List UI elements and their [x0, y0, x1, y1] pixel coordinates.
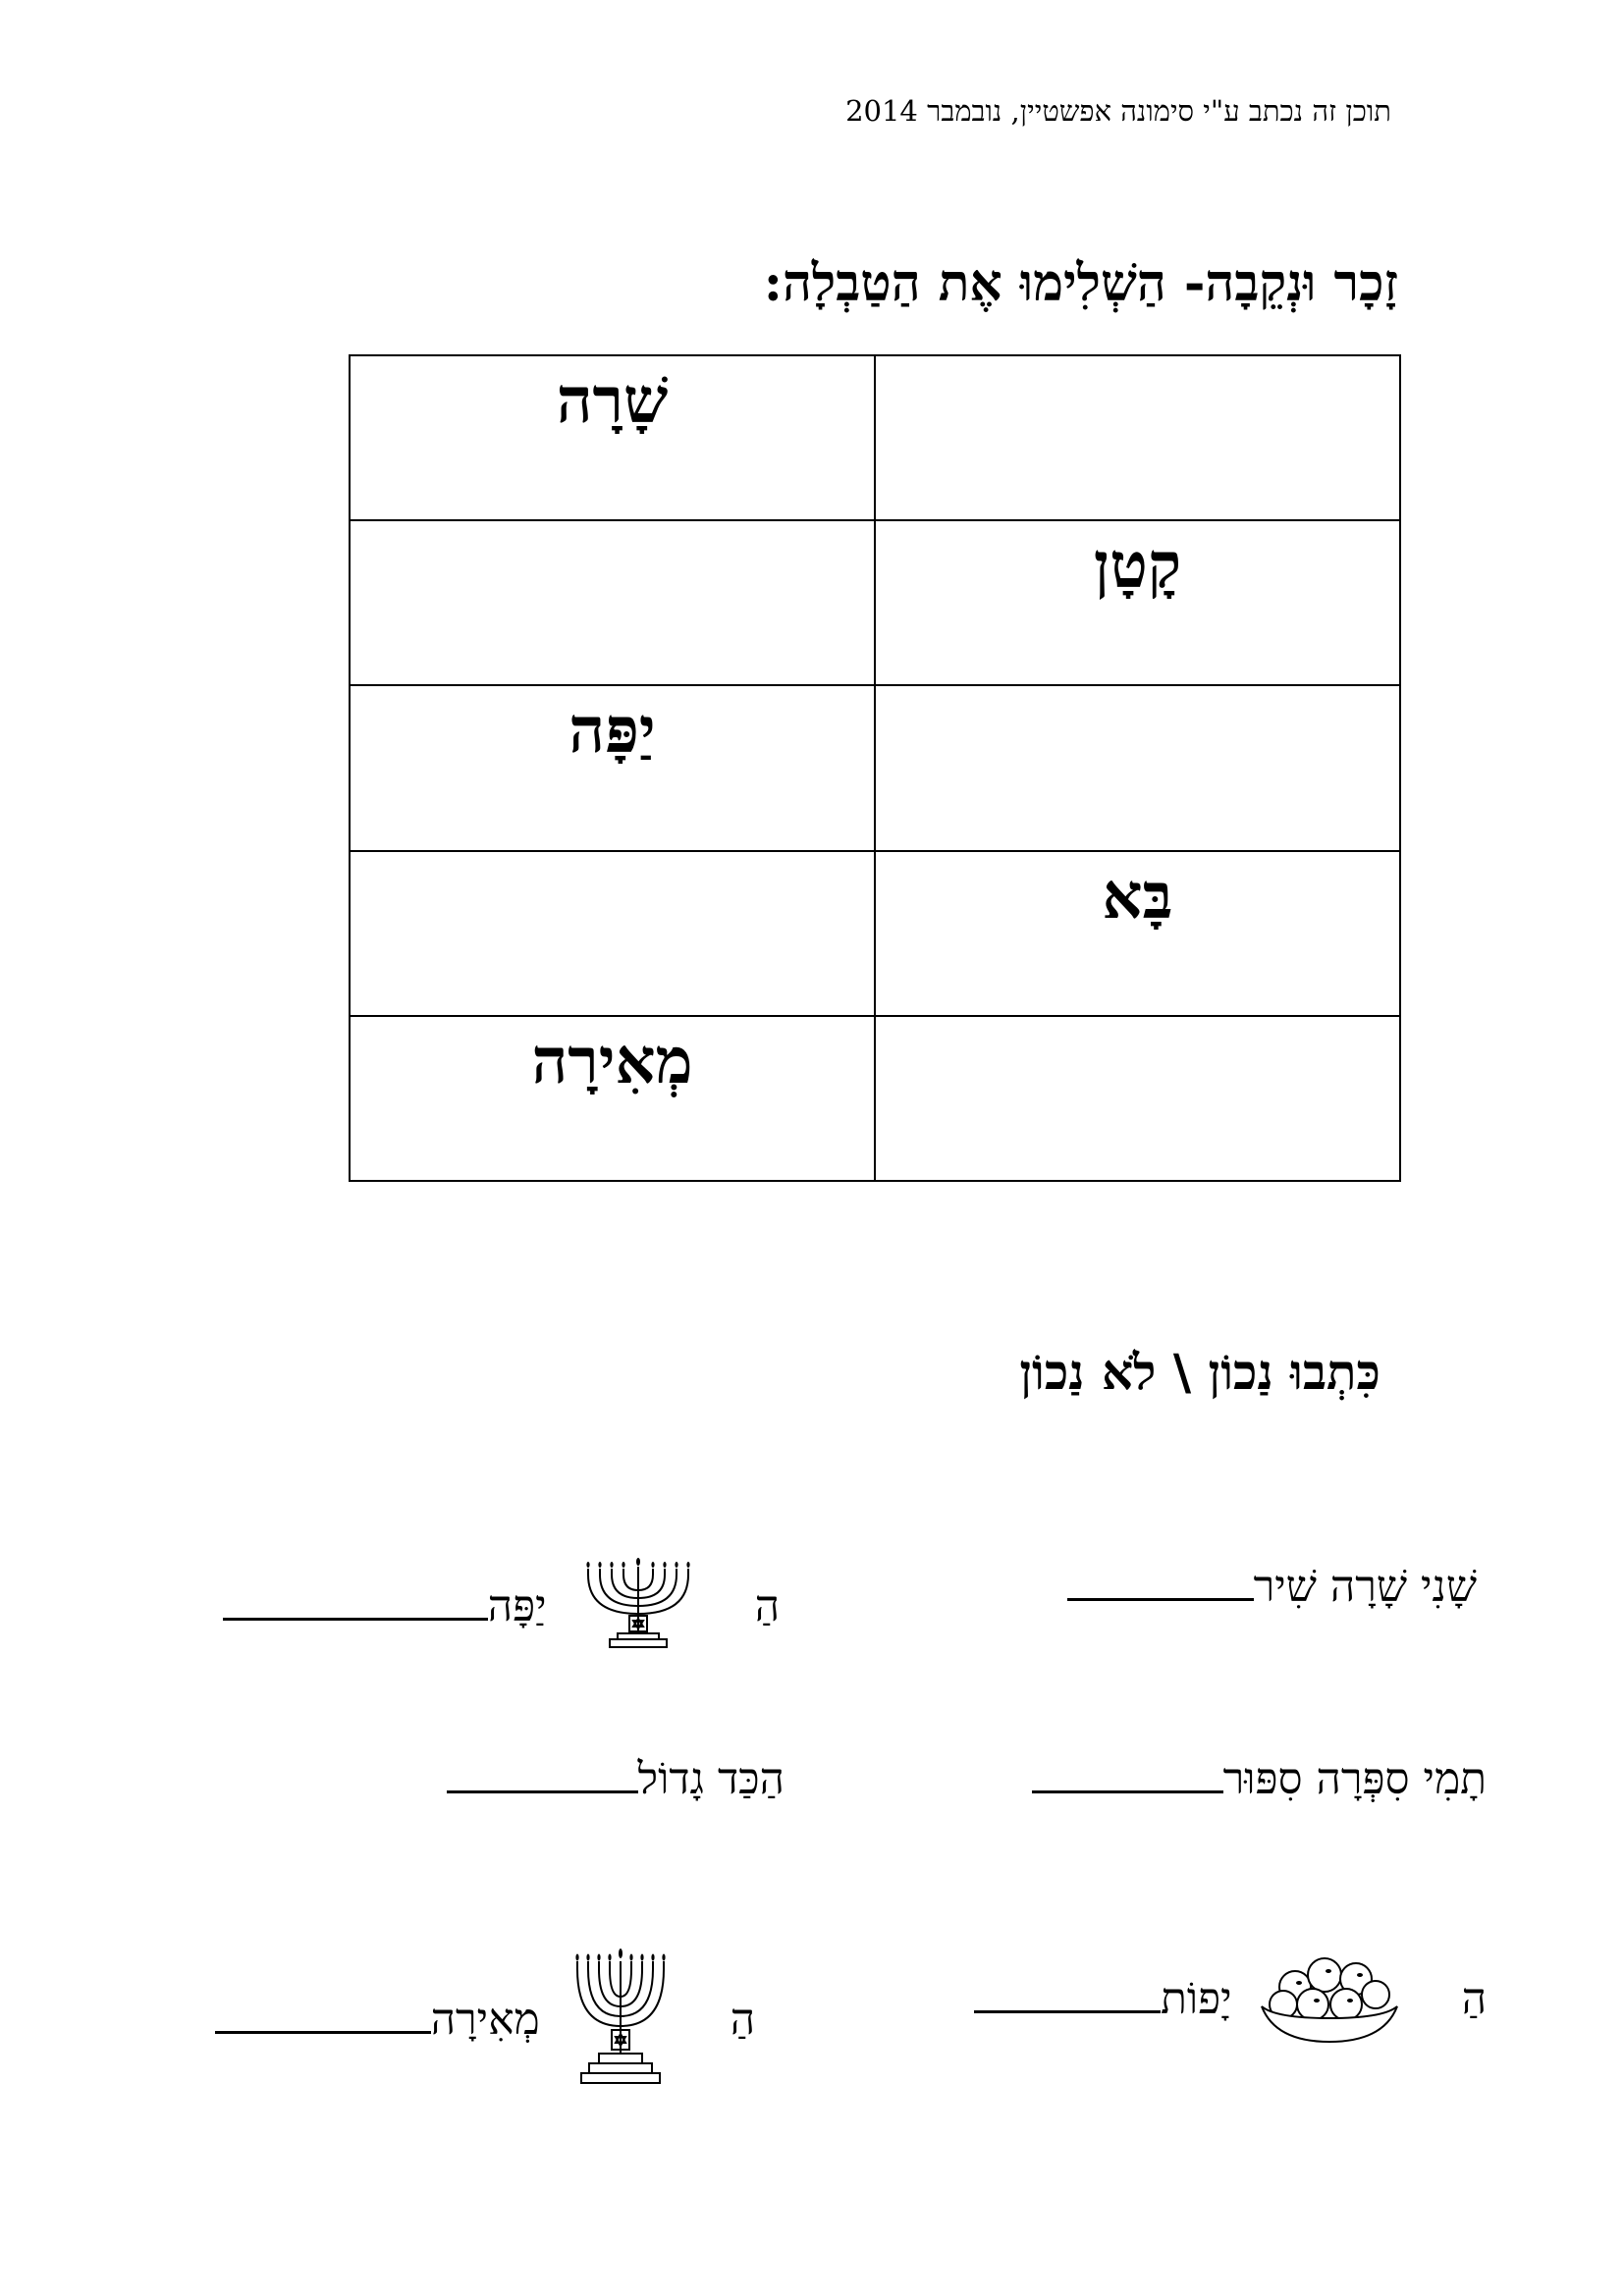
table-cell-left: שָׁרָה [350, 355, 875, 520]
answer-blank[interactable] [223, 1578, 488, 1621]
sentence-6 [215, 1948, 755, 2098]
gender-table-container [349, 354, 1401, 1182]
fruit-bowl-icon [1256, 1948, 1403, 2056]
sentence-1 [1067, 1559, 1477, 1612]
sentence-word: יַפָּה [487, 1581, 547, 1631]
table-row [350, 851, 1400, 1016]
answer-blank[interactable] [1032, 1751, 1223, 1793]
table-cell-right: בָּא [875, 851, 1400, 1016]
sentence-word: מְאִירָה [430, 1995, 540, 2045]
table-cell-right[interactable] [875, 355, 1400, 520]
sentence-text: שָׁנִי שָׁרָה שִׁיר [1253, 1562, 1477, 1612]
table-cell-right[interactable] [875, 685, 1400, 850]
table-row [350, 355, 1400, 520]
table-row [350, 685, 1400, 850]
answer-blank[interactable] [447, 1751, 638, 1793]
table-cell-right: קָטָן [875, 520, 1400, 685]
table-cell-left: יַפָּה [350, 685, 875, 850]
header-credit: תוכן זה נכתב ע"י סימונה אפשטיין, נובמבר 2014 [845, 94, 1391, 128]
table-cell-left[interactable] [350, 851, 875, 1016]
table-cell-right[interactable] [875, 1016, 1400, 1181]
section-title-true-false: כִּתְבוּ נַכוֹן \ לֹא נַכוֹן [1019, 1343, 1380, 1401]
sentence-word: יָפוֹת [1161, 1974, 1232, 2024]
sentence-text: הַכַּד גָדוֹל [637, 1754, 785, 1804]
table-row [350, 1016, 1400, 1181]
sentence-5 [974, 1948, 1487, 2056]
menorah-icon [569, 1948, 672, 2098]
sentence-prefix: הַ [754, 1581, 780, 1631]
table-cell-left[interactable] [350, 520, 875, 685]
sentence-text: תָמִי סִפְּרָה סִפּוּר [1222, 1754, 1487, 1804]
section-title-table: זָכָר וּנְקֵבָה- הַשְׁלִימוּ אֶת הַטַבְלָה: [763, 253, 1398, 313]
table-cell-left: מְאִירָה [350, 1016, 875, 1181]
table-row [350, 520, 1400, 685]
answer-blank[interactable] [215, 1992, 431, 2034]
menorah-icon [580, 1557, 696, 1662]
sentence-4 [447, 1751, 785, 1804]
gender-table [349, 354, 1401, 1182]
answer-blank[interactable] [1067, 1559, 1254, 1601]
sentence-3 [1032, 1751, 1487, 1804]
sentence-prefix: הַ [730, 1995, 755, 2045]
sentence-prefix: הַ [1461, 1974, 1487, 2024]
answer-blank[interactable] [974, 1971, 1161, 2013]
sentence-2 [223, 1557, 780, 1662]
